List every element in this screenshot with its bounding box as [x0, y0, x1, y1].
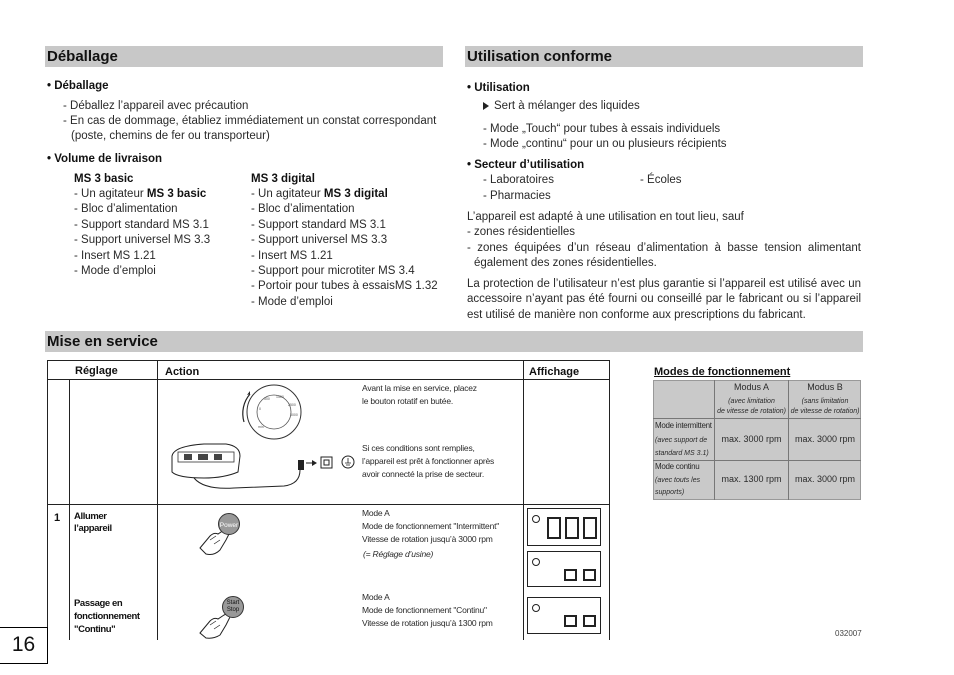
- col-modus-a-sub: de vitesse de rotation): [717, 408, 786, 415]
- row-continu: Mode continu: [655, 462, 700, 471]
- modes-divider: [653, 460, 861, 461]
- svg-text:2500: 2500: [288, 403, 296, 407]
- power-button-label: Power: [219, 522, 239, 529]
- deballage-line: - Déballez l’appareil avec précaution: [63, 100, 249, 112]
- basic-item: - Bloc d’alimentation: [74, 203, 178, 215]
- row-intermittent-sub: standard MS 3.1): [655, 450, 709, 457]
- step2-label: fonctionnement: [74, 611, 140, 622]
- indicator-led: [532, 558, 540, 566]
- step2-text: Vitesse de rotation jusqu’à 1300 rpm: [362, 618, 493, 628]
- row-continu-sub: supports): [655, 489, 685, 496]
- digital-item: - Portoir pour tubes à essaisMS 1.32: [251, 280, 438, 292]
- table-divider: [523, 360, 524, 640]
- digit-zero: [564, 569, 577, 581]
- row-continu-sub: (avec touts les: [655, 477, 701, 484]
- col-modus-b: Modus B: [807, 382, 843, 392]
- digital-item: - Support universel MS 3.3: [251, 234, 388, 246]
- power-button[interactable]: [218, 513, 240, 535]
- secteur-subheading: • Secteur d’utilisation: [467, 159, 585, 171]
- step1-label: Allumer: [74, 511, 107, 522]
- para-line: La protection de l’utilisateur n’est plus garantie si l’appareil est utilisé avec un: [467, 278, 861, 290]
- basic-item: - Support universel MS 3.3: [74, 234, 211, 246]
- col-modus-a: Modus A: [733, 382, 770, 392]
- basic-item: - Insert MS 1.21: [74, 250, 156, 262]
- utilisation-subheading: • Utilisation: [467, 82, 530, 94]
- para-line: L’appareil est adapté à une utilisation en tout lieu, sauf: [467, 211, 744, 223]
- digital-item: - Un agitateur MS 3 digital: [251, 188, 388, 200]
- page-number: 16: [0, 627, 48, 664]
- svg-text:500: 500: [264, 397, 270, 401]
- pre-text: Avant la mise en service, placez: [362, 383, 477, 393]
- digital-item: - Insert MS 1.21: [251, 250, 333, 262]
- step1-text: Mode de fonctionnement "Intermittent": [362, 521, 500, 531]
- start-stop-button[interactable]: [222, 596, 244, 618]
- pre-text: Si ces conditions sont remplies,: [362, 443, 475, 453]
- mise-header: Mise en service: [45, 331, 863, 352]
- indicator-led: [532, 515, 540, 523]
- para-line: accessoire n’ayant pas été fourni ou conseillé par le fabricant ou si l’appareil: [467, 293, 861, 305]
- digit-zero: [564, 615, 577, 627]
- start-label: Start: [226, 600, 240, 606]
- step2-text: Mode de fonctionnement "Continu": [362, 605, 487, 615]
- ms3-digital-title: MS 3 digital: [251, 173, 315, 185]
- digital-item: - Support standard MS 3.1: [251, 219, 386, 231]
- row2-modus-b: max. 3000 rpm: [794, 474, 856, 484]
- basic-item: - Un agitateur MS 3 basic: [74, 188, 207, 200]
- pre-text: le bouton rotatif en butée.: [362, 396, 454, 406]
- table-divider: [157, 360, 158, 640]
- mise-table: [47, 360, 610, 640]
- digital-item: - Mode d’emploi: [251, 296, 333, 308]
- digit-zero: [583, 569, 596, 581]
- table-divider: [47, 504, 610, 505]
- deballage-line: (poste, chemins de fer ou transporteur): [71, 130, 270, 142]
- modes-divider: [653, 418, 861, 419]
- device-illustration: [164, 438, 364, 496]
- digital-item: - Bloc d’alimentation: [251, 203, 355, 215]
- step2-label: Passage en: [74, 598, 123, 609]
- digit-zero: [583, 517, 597, 539]
- para-line: - zones équipées d’un réseau d’alimentation à basse tension alimentant: [467, 242, 861, 254]
- modes-title: Modes de fonctionnement: [654, 366, 791, 378]
- deballage-subheading: • Déballage: [47, 80, 109, 92]
- step1-text: Mode A: [362, 508, 390, 518]
- step2-label: "Continu": [74, 624, 116, 635]
- para-line: également des zones résidentielles.: [474, 257, 657, 269]
- col-affichage: Affichage: [529, 366, 580, 378]
- col-modus-b-sub: (sans limitation: [801, 398, 849, 405]
- rotary-knob-illustration: [238, 380, 310, 442]
- svg-text:1500: 1500: [276, 395, 284, 399]
- row2-modus-a: max. 1300 rpm: [721, 474, 782, 484]
- step1-label: l’appareil: [74, 523, 112, 534]
- display-1: [527, 508, 601, 546]
- row1-modus-a: max. 3000 rpm: [721, 434, 782, 444]
- table-divider: [69, 379, 70, 640]
- col-reglage: Réglage: [75, 365, 118, 377]
- sector-item: - Laboratoires: [483, 174, 554, 186]
- mode-line: - Mode „Touch“ pour tubes à essais individuels: [483, 123, 721, 135]
- digit-zero: [565, 517, 579, 539]
- svg-text:3000: 3000: [290, 413, 298, 417]
- step2-text: Mode A: [362, 592, 390, 602]
- step-number: 1: [54, 512, 61, 524]
- play-arrow-icon: [483, 102, 489, 110]
- row-intermittent: Mode intermittent: [655, 421, 712, 430]
- step1-text: Vitesse de rotation jusqu’à 3000 rpm: [362, 534, 493, 544]
- pre-text: avoir connecté la prise de secteur.: [362, 469, 484, 479]
- indicator-led: [532, 604, 540, 612]
- digit-zero: [547, 517, 561, 539]
- sector-item: - Pharmacies: [483, 190, 551, 202]
- arrow-line: Sert à mélanger des liquides: [483, 99, 640, 114]
- table-divider: [47, 379, 610, 380]
- basic-item: - Mode d’emploi: [74, 265, 156, 277]
- pre-text: l’appareil est prêt à fonctionner après: [362, 456, 495, 466]
- stop-label: Stop: [226, 607, 240, 613]
- para-line: est utilisé de manière non conforme aux prescriptions du fabricant.: [467, 309, 806, 321]
- sector-item: - Écoles: [640, 174, 682, 186]
- basic-item: - Support standard MS 3.1: [74, 219, 209, 231]
- digital-item: - Support pour microtiter MS 3.4: [251, 265, 415, 277]
- utilisation-header: Utilisation conforme: [465, 46, 863, 67]
- document-code: 032007: [835, 629, 862, 638]
- display-2: [527, 551, 601, 587]
- ms3-basic-title: MS 3 basic: [74, 173, 134, 185]
- display-3: [527, 597, 601, 634]
- deballage-line: - En cas de dommage, établiez immédiatement un constat correspondant: [63, 115, 437, 127]
- mode-line: - Mode „continu“ pour un ou plusieurs récipients: [483, 138, 727, 150]
- row1-modus-b: max. 3000 rpm: [794, 434, 856, 444]
- deballage-header: Déballage: [45, 46, 443, 67]
- row-intermittent-sub: (avec support de: [655, 437, 708, 444]
- col-modus-a-sub: (avec limitation: [728, 398, 775, 405]
- factory-note: (= Réglage d’usine): [363, 549, 434, 559]
- svg-text:min: min: [258, 425, 264, 429]
- col-modus-b-sub: de vitesse de rotation): [790, 408, 860, 415]
- volume-subheading: • Volume de livraison: [47, 153, 163, 165]
- svg-text:0: 0: [259, 407, 261, 411]
- col-action: Action: [165, 366, 200, 378]
- para-line: - zones résidentielles: [467, 226, 576, 238]
- digit-zero: [583, 615, 596, 627]
